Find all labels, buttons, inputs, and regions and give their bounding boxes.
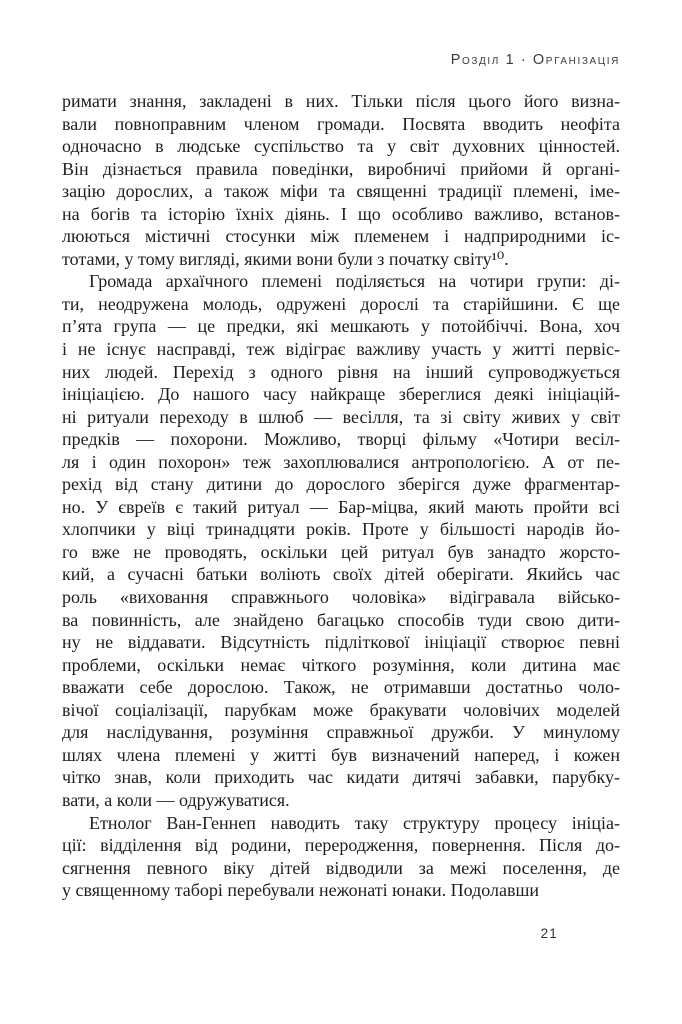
text-line: но. У євреїв є такий ритуал — Бар-міцва, який мають пройти всі — [62, 496, 620, 517]
text-line: сягнення певного віку дітей відводили за межі поселення, де — [62, 857, 620, 878]
text-line: люються містичні стосунки між племенем і надприродними іс- — [62, 226, 620, 247]
text-line: Громада архаїчного племені поділяється на чотири групи: ді- — [89, 271, 620, 292]
text-line: у священному таборі перебували нежонаті юнаки. Подолавши — [62, 880, 539, 901]
text-line: вати, а коли — одружуватися. — [62, 789, 290, 810]
text-line: шлях члена племені у житті був визначений наперед, і кожен — [62, 744, 620, 765]
text-line: го вже не проводять, оскільки цей ритуал був занадто жорсто- — [62, 541, 620, 562]
body-text — [62, 90, 620, 902]
text-line: одночасно в людське суспільство та у світ духовних цінностей. — [62, 136, 620, 157]
text-line: ініціацією. До нашого часу найкраще збереглися деякі ініціацій- — [62, 384, 620, 405]
text-line: ні ритуали переходу в шлюб — весілля, та зі світу живих у світ — [62, 406, 620, 427]
text-line: предків — похорони. Можливо, творці фільму «Чотири весіл- — [62, 429, 620, 450]
text-line: рехід від стану дитини до дорослого зберігся дуже фрагментар- — [62, 474, 620, 495]
text-line: ну не віддавати. Відсутність підліткової ініціації створює певні — [62, 632, 620, 653]
text-line: вали повноправним членом громади. Посвята вводить неофіта — [62, 113, 620, 134]
paragraph — [62, 270, 620, 811]
text-line: п’ята група — це предки, які мешкають у потойбіччі. Вона, хоч — [62, 316, 620, 337]
text-line: тотами, у тому вигляді, якими вони були з початку світу¹⁰. — [62, 248, 509, 269]
text-line: для наслідування, розуміння справжньої дружби. У минулому — [62, 722, 620, 743]
text-line: Він дізнається правила поведінки, виробничі прийоми й органі- — [62, 158, 620, 179]
text-line: проблеми, оскільки немає чіткого розуміння, коли дитина має — [62, 654, 620, 675]
text-line: на богів та історію їхніх діянь. І що особливо важливо, встанов- — [62, 203, 620, 224]
text-line: римати знання, закладені в них. Тільки після цього його визна- — [62, 91, 620, 111]
text-line: ції: відділення від родини, переродження, повернення. Після до- — [62, 835, 620, 856]
text-line: роль «виховання справжнього чоловіка» відігравала військо- — [62, 587, 620, 608]
text-line: вважати себе дорослою. Також, не отримавши достатньо чоло- — [62, 677, 620, 698]
page-number: 21 — [540, 926, 558, 941]
text-line: чітко знав, коли приходить час кидати дитячі забавки, парубку- — [62, 767, 620, 788]
text-line: них людей. Перехід з одного рівня на інший супроводжується — [62, 361, 620, 382]
text-line: вічої соціалізації, парубкам може бракувати чоловічих моделей — [62, 699, 620, 720]
text-line: ля і один похорон» теж захоплювалися антропологією. А от пе- — [62, 451, 620, 472]
text-line: і не існує насправді, теж відіграє важливу участь у житті первіс- — [62, 339, 620, 360]
paragraph — [62, 812, 620, 902]
text-line: ти, неодружена молодь, одружені дорослі та старійшини. Є ще — [62, 293, 620, 314]
text-line: зацію дорослих, а також міфи та священні традиції племені, іме- — [62, 181, 620, 202]
text-line: хлопчики у віці тринадцяти років. Проте у більшості народів йо- — [62, 519, 620, 540]
text-line: Етнолог Ван-Геннеп наводить таку структуру процесу ініціа- — [89, 812, 620, 833]
text-line: кий, а сучасні батьки воліють своїх дітей оберігати. Якийсь час — [62, 564, 620, 585]
text-line: ва повинність, але знайдено багацько способів туди свою дити- — [62, 609, 620, 630]
running-header: Розділ 1 · Організація — [450, 52, 620, 68]
paragraph — [62, 90, 620, 270]
